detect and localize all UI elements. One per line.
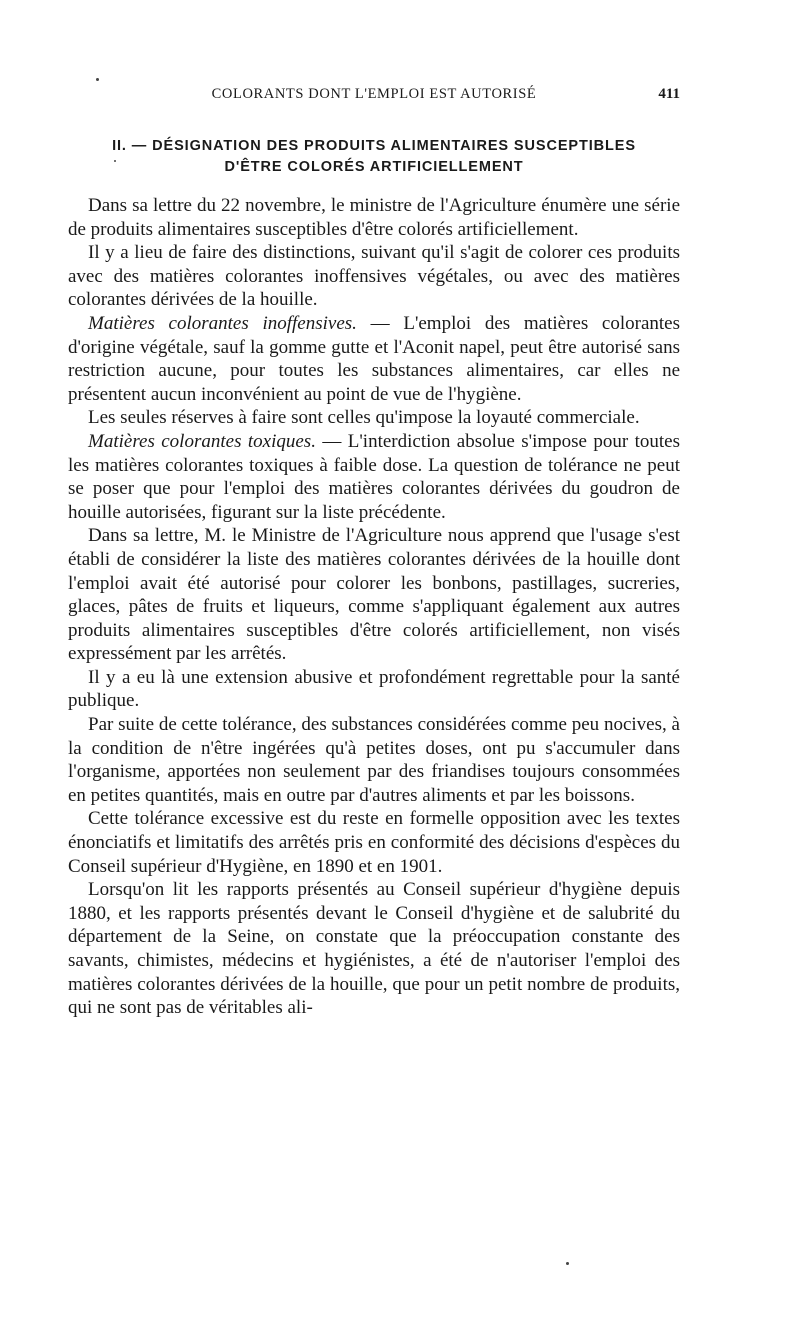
print-speck: [96, 78, 99, 81]
section-heading-line-1: II. — DÉSIGNATION DES PRODUITS ALIMENTAIRES SUSCEPTIBLES: [112, 138, 636, 154]
print-speck: [566, 1262, 569, 1265]
paragraph: Il y a eu là une extension abusive et profondément regrettable pour la santé publique.: [68, 666, 680, 712]
paragraph: Dans sa lettre, M. le Ministre de l'Agriculture nous apprend que l'usage s'est établi de considérer la liste des matières colorantes dérivées de la houille dont l'emploi avait été autorisé pour colorer les bonbons, pastillages, sucreries, glaces, pâtes de fruits et liqueurs, comme s'appliquant également aux autres produits alimentaires susceptibles d'être colorés artificiellement, non visés expressément par les arrêtés.: [68, 525, 680, 665]
paragraph: Cette tolérance excessive est du reste en formelle opposition avec les textes énonciatifs et limitatifs des arrêtés pris en conformité des décisions d'espèces du Conseil supérieur d'Hygiène, en 1890 et en 1901.: [68, 808, 680, 877]
paragraph: [68, 312, 680, 406]
paragraph: Lorsqu'on lit les rapports présentés au Conseil supérieur d'hygiène depuis 1880, et les rapports présentés devant le Conseil d'hygiène et de salubrité du département de la Seine, on constate que la préoccupation constante des savants, chimistes, médecins et hygiénistes, a été de n'autoriser l'emploi des matières colorantes dérivées de la houille, que pour un petit nombre de produits, qui ne sont pas de véritables ali-: [68, 879, 680, 1019]
paragraph-text: — L'interdiction absolue s'impose pour toutes les matières colorantes toxiques à faible dose. La question de tolérance ne peut se poser que pour l'emploi des matières colorantes dérivées du goudron de houille autorisées, figurant sur la liste précédente.: [68, 430, 680, 523]
paragraph-lead-italic: Matières colorantes toxiques.: [88, 430, 316, 452]
running-title: COLORANTS DONT L'EMPLOI EST AUTORISÉ: [211, 86, 537, 102]
page-number: 411: [658, 86, 680, 102]
body-text: [68, 194, 680, 1020]
section-heading-line-2: D'ÊTRE COLORÉS ARTIFICIELLEMENT: [224, 159, 524, 175]
paragraph: Il y a lieu de faire des distinctions, suivant qu'il s'agit de colorer ces produits avec des matières colorantes inoffensives végétales, ou avec des matières colorantes dérivées de la houille.: [68, 242, 680, 311]
paragraph-lead-italic: Matières colorantes inoffensives.: [88, 312, 357, 334]
paragraph: Par suite de cette tolérance, des substances considérées comme peu nocives, à la condition de n'être ingérées qu'à petites doses, ont pu s'accumuler dans l'organisme, apportées non seulement par des friandises toujours consommées en petites quantités, mais en outre par d'autres aliments et par les boissons.: [68, 714, 680, 806]
section-heading: [68, 136, 680, 178]
paragraph: [68, 430, 680, 524]
paragraph: Dans sa lettre du 22 novembre, le ministre de l'Agriculture énumère une série de produits alimentaires susceptibles d'être colorés artificiellement.: [68, 195, 680, 240]
running-head: [68, 86, 680, 108]
paragraph: Les seules réserves à faire sont celles qu'impose la loyauté commerciale.: [88, 407, 640, 429]
paragraph-text: — L'emploi des matières colorantes d'origine végétale, sauf la gomme gutte et l'Aconit napel, peut être autorisé sans restriction aucune, pour toutes les substances alimentaires, car elles ne présentent aucun inconvénient au point de vue de l'hygiène.: [68, 312, 681, 405]
